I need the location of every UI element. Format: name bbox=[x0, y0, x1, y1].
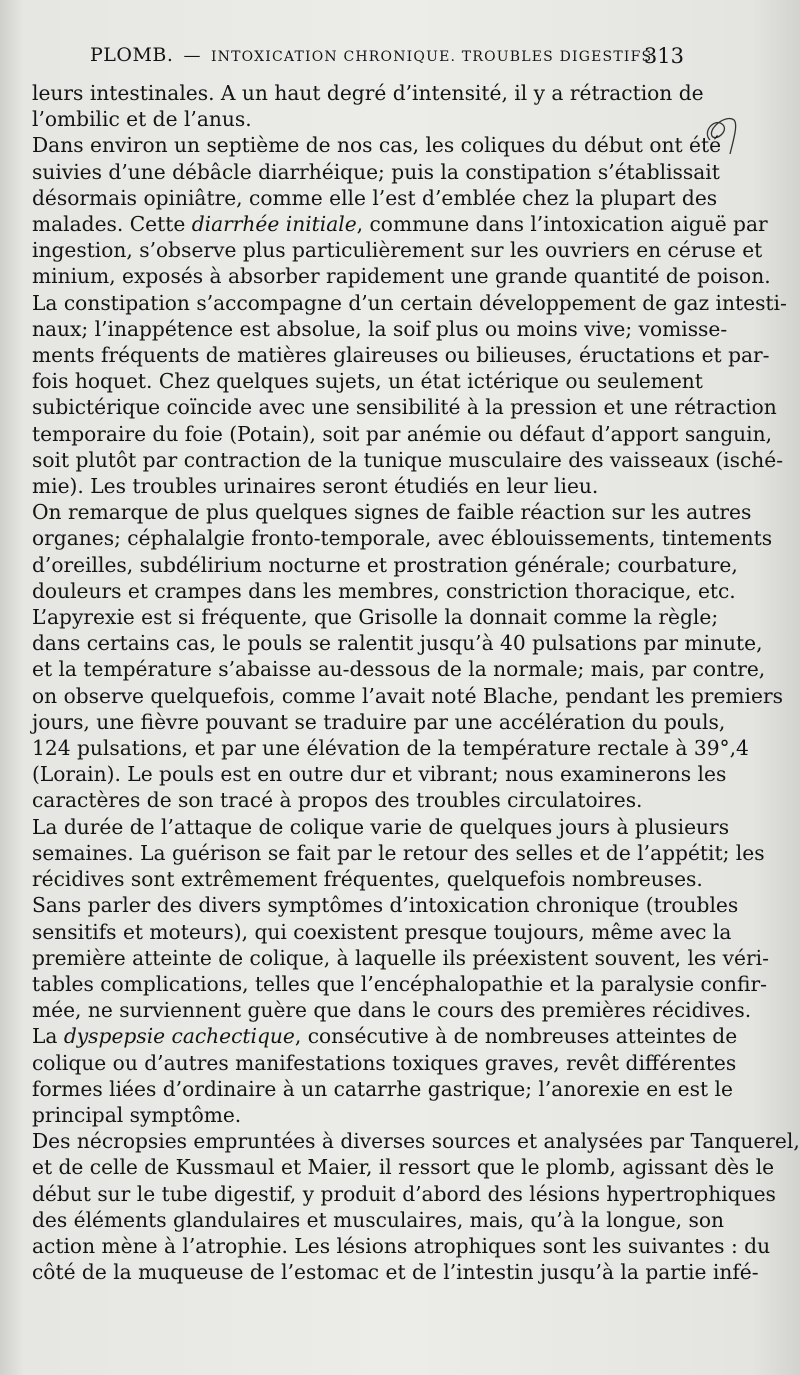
text-line: récidives sont extrêmement fréquentes, quelquefois nombreuses. bbox=[32, 867, 703, 892]
text-line: Dans environ un septième de nos cas, les coliques du début ont été bbox=[32, 133, 722, 158]
text-line: côté de la muqueuse de l’estomac et de l’intestin jusqu’à la partie infé- bbox=[32, 1260, 759, 1285]
italic-term: dyspepsie cachectique bbox=[63, 1024, 295, 1049]
text-line: (Lorain). Le pouls est en outre dur et vibrant; nous examinerons les bbox=[32, 762, 727, 787]
text-line: d’oreilles, subdélirium nocturne et prostration générale; courbature, bbox=[32, 552, 738, 577]
text-line: désormais opiniâtre, comme elle l’est d’emblée chez la plupart des bbox=[32, 185, 718, 210]
text-line: sensitifs et moteurs), qui coexistent presque toujours, même avec la bbox=[32, 919, 732, 944]
text-line: minium, exposés à absorber rapidement une grande quantité de poison. bbox=[32, 264, 771, 289]
text-line: semaines. La guérison se fait par le retour des selles et de l’appétit; les bbox=[32, 840, 765, 865]
text-line: action mène à l’atrophie. Les lésions atrophiques sont les suivantes : du bbox=[32, 1233, 771, 1258]
text-line: La constipation s’accompagne d’un certain développement de gaz intesti- bbox=[32, 290, 787, 315]
text-line: dans certains cas, le pouls se ralentit jusqu’à 40 pulsations par minute, bbox=[32, 631, 763, 656]
text-line: tables complications, telles que l’encéphalopathie et la paralysie confir- bbox=[32, 971, 767, 996]
text-line: mée, ne surviennent guère que dans le cours des premières récidives. bbox=[32, 998, 752, 1023]
text-line: colique ou d’autres manifestations toxiques graves, revêt différentes bbox=[32, 1050, 737, 1075]
text-line: malades. Cette diarrhée initiale, commune dans l’intoxication aiguë par bbox=[32, 212, 768, 237]
text-line: suivies d’une débâcle diarrhéique; puis la constipation s’établissait bbox=[32, 159, 720, 184]
text-line: formes liées d’ordinaire à un catarrhe gastrique; l’anorexie en est le bbox=[32, 1076, 733, 1101]
text-line: principal symptôme. bbox=[32, 1102, 242, 1127]
text-line: douleurs et crampes dans les membres, constriction thoracique, etc. bbox=[32, 578, 736, 603]
text-line: l’ombilic et de l’anus. bbox=[32, 107, 252, 132]
text-line: organes; céphalalgie fronto-temporale, avec éblouissements, tintements bbox=[32, 526, 773, 551]
header-left: PLOMB. bbox=[90, 44, 174, 66]
text-line: subictérique coïncide avec une sensibilité à la pression et une rétraction bbox=[32, 395, 777, 420]
text-line: on observe quelquefois, comme l’avait noté Blache, pendant les premiers bbox=[32, 683, 783, 708]
paragraph bbox=[22, 1023, 738, 1128]
text-line: La durée de l’attaque de colique varie de quelques jours à plusieurs bbox=[32, 814, 730, 839]
text-line: temporaire du foie (Potain), soit par anémie ou défaut d’apport sanguin, bbox=[32, 421, 773, 446]
text-line: Des nécropsies empruntées à diverses sources et analysées par Tanquerel, bbox=[32, 1129, 800, 1154]
paragraph bbox=[22, 814, 765, 893]
text-line: des éléments glandulaires et musculaires, mais, qu’à la longue, son bbox=[32, 1207, 725, 1232]
text-line: soit plutôt par contraction de la tunique musculaire des vaisseaux (isché- bbox=[32, 447, 784, 472]
body-text bbox=[22, 80, 800, 1285]
text-line: caractères de son tracé à propos des troubles circulatoires. bbox=[32, 788, 643, 813]
text-line: et la température s’abaisse au-dessous de la normale; mais, par contre, bbox=[32, 657, 766, 682]
text-line: fois hoquet. Chez quelques sujets, un état ictérique ou seulement bbox=[32, 369, 703, 394]
text-line: ingestion, s’observe plus particulièrement sur les ouvriers en céruse et bbox=[32, 238, 763, 263]
text-line: naux; l’inappétence est absolue, la soif plus ou moins vive; vomisse- bbox=[32, 316, 728, 341]
text-line: On remarque de plus quelques signes de faible réaction sur les autres bbox=[32, 500, 752, 525]
running-head bbox=[22, 44, 690, 74]
text-line: ments fréquents de matières glaireuses ou bilieuses, éructations et par- bbox=[32, 343, 770, 368]
text-line: début sur le tube digestif, y produit d’abord des lésions hypertrophiques bbox=[32, 1181, 776, 1206]
text-line: 124 pulsations, et par une élévation de la température rectale à 39°,4 bbox=[32, 736, 749, 761]
paragraph bbox=[22, 499, 783, 813]
italic-term: diarrhée initiale bbox=[191, 212, 357, 237]
paragraph bbox=[22, 132, 787, 499]
text-line: première atteinte de colique, à laquelle ils préexistent souvent, les véri- bbox=[32, 945, 769, 970]
text-line: La dyspepsie cachectique, consécutive à de nombreuses atteintes de bbox=[32, 1024, 738, 1049]
header-separator: — bbox=[183, 46, 201, 66]
page-number: 313 bbox=[643, 44, 684, 68]
text-line: et de celle de Kussmaul et Maier, il ressort que le plomb, agissant dès le bbox=[32, 1155, 775, 1180]
text-line: L’apyrexie est si fréquente, que Grisolle la donnait comme la règle; bbox=[32, 605, 719, 630]
text-line: Sans parler des divers symptômes d’intoxication chronique (troubles bbox=[32, 893, 739, 918]
text-line: leurs intestinales. A un haut degré d’intensité, il y a rétraction de bbox=[32, 81, 704, 105]
text-line: mie). Les troubles urinaires seront étudiés en leur lieu. bbox=[32, 474, 599, 499]
paragraph bbox=[22, 1128, 800, 1285]
paragraph bbox=[22, 892, 769, 1023]
paragraph bbox=[22, 80, 704, 132]
header-title: INTOXICATION CHRONIQUE. TROUBLES DIGESTIFS. bbox=[210, 49, 658, 65]
text-line: jours, une fièvre pouvant se traduire par une accélération du pouls, bbox=[32, 709, 726, 734]
